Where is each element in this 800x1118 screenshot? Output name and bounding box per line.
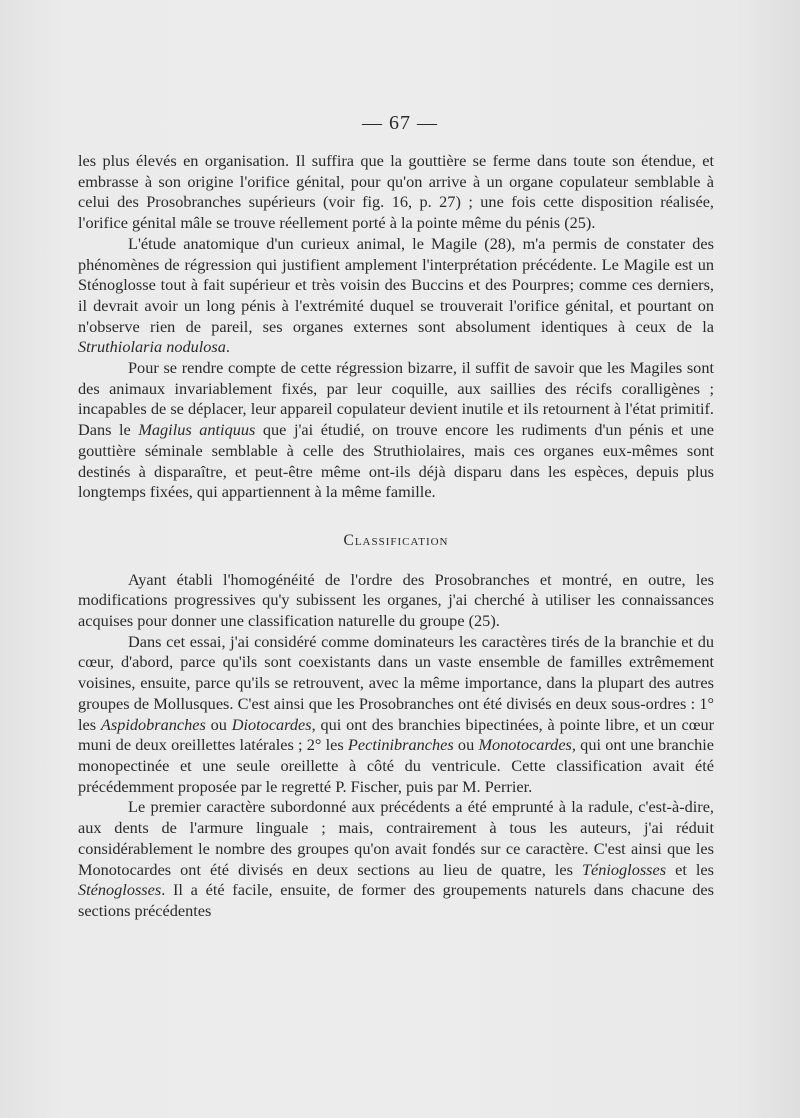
- italic-term: Diotocardes: [231, 714, 312, 734]
- italic-term: Sténoglosses: [78, 880, 162, 900]
- text-run: , qui ont une branchie monopectinée et une seule oreillette à côté du ventricule. Cette classification avait été précédemment proposée par le regretté P. Fischer, puis par M. Perrier.: [78, 735, 714, 796]
- text-run: les plus élevés en organisation. Il suffira que la gouttière se ferme dans toute son étendue, et embrasse à son origine l'orifice génital, pour qu'on arrive à un organe copulateur semblable à celui des Prosobranches supérieurs (voir fig. 16, p. 27) ; une fois cette disposition réalisée, l'orifice génital mâle se trouve réellement porté à la pointe même du pénis (25).: [78, 151, 714, 233]
- text-run: Pour se rendre compte de cette régression bizarre, il suffit de savoir que les Magiles sont des animaux invariablement fixés, par leur coquille, aux saillies des récifs coralligènes ; incapables de se déplacer, leur appareil copulateur devient inutile et ils retournent à l'état primitif. Dans le: [78, 358, 714, 440]
- italic-term: Magilus antiquus: [138, 420, 256, 440]
- italic-term: Monotocardes: [478, 735, 572, 755]
- text-run: Dans cet essai, j'ai considéré comme dominateurs les caractères tirés de la branchie et du cœur, d'abord, parce qu'ils sont coexistants dans un vaste ensemble de familles extrêmement voisines, ensuite, parce qu'ils se retrouvent, avec la même importance, dans la plupart des autres groupes de Mollusques. C'est ainsi que les Prosobranches ont été divisés en deux sous-ordres : 1° les: [78, 631, 714, 734]
- paragraph: [78, 797, 714, 921]
- paragraph: [78, 570, 714, 632]
- text-run: . Il a été facile, ensuite, de former des groupements naturels dans chacune des sections précédentes: [78, 880, 714, 920]
- text-run: , qui ont des branchies bipectinées, à pointe libre, et un cœur muni de deux oreillettes latérales ; 2° les: [78, 714, 715, 755]
- paragraph: [78, 234, 714, 358]
- text-run: Le premier caractère subordonné aux précédents a été emprunté à la radule, c'est-à-dire, aux dents de l'armure linguale ; mais, contrairement à tous les auteurs, j'ai réduit considérablement le nombre des groupes qu'on avait fondés sur ce caractère. C'est ainsi que les Monotocardes ont été divisés en deux sections au lieu de quatre, les: [78, 797, 714, 879]
- paragraphs-before-heading: [78, 151, 714, 503]
- text-run: .: [225, 337, 230, 357]
- text-run: Ayant établi l'homogénéité de l'ordre des Prosobranches et montré, en outre, les modifications progressives qu'y subissent les organes, j'ai cherché à utiliser les connaissances acquises pour donner une classification naturelle du groupe (25).: [78, 569, 714, 631]
- paragraph: [78, 358, 714, 503]
- text-run: ou: [205, 714, 232, 734]
- page-number: — 67 —: [362, 112, 438, 134]
- text-run: que j'ai étudié, on trouve encore les rudiments d'un pénis et une gouttière séminale semblable à celle des Struthiolaires, mais ces organes eux-mêmes sont destinés à disparaître, et peut-être même ont-ils déjà disparu dans les espèces, depuis plus longtemps fixées, qui appartiennent à la même famille.: [78, 420, 714, 502]
- text-run: ou: [453, 735, 479, 755]
- text-run: L'étude anatomique d'un curieux animal, le Magile (28), m'a permis de constater des phénomènes de régression qui justifient amplement l'interprétation précédente. Le Magile est un Sténoglosse tout à fait supérieur et très voisin des Buccins et des Pourpres; comme ces derniers, il devrait avoir un long pénis à l'extrémité duquel se trouverait l'orifice génital, et pourtant on n'observe rien de pareil, ses organes externes sont absolument identiques à ceux de la: [78, 233, 714, 336]
- paragraph: [78, 632, 714, 798]
- text-run: et les: [666, 859, 714, 879]
- paragraph: [78, 151, 714, 234]
- paragraphs-after-heading: [78, 570, 714, 922]
- italic-term: Ténioglosses: [581, 859, 667, 879]
- italic-term: Aspidobranches: [100, 714, 206, 734]
- body-text: [78, 148, 714, 922]
- italic-term: Struthiolaria nodulosa: [78, 337, 226, 357]
- italic-term: Pectinibranches: [347, 735, 454, 755]
- section-heading: Classification: [343, 531, 449, 549]
